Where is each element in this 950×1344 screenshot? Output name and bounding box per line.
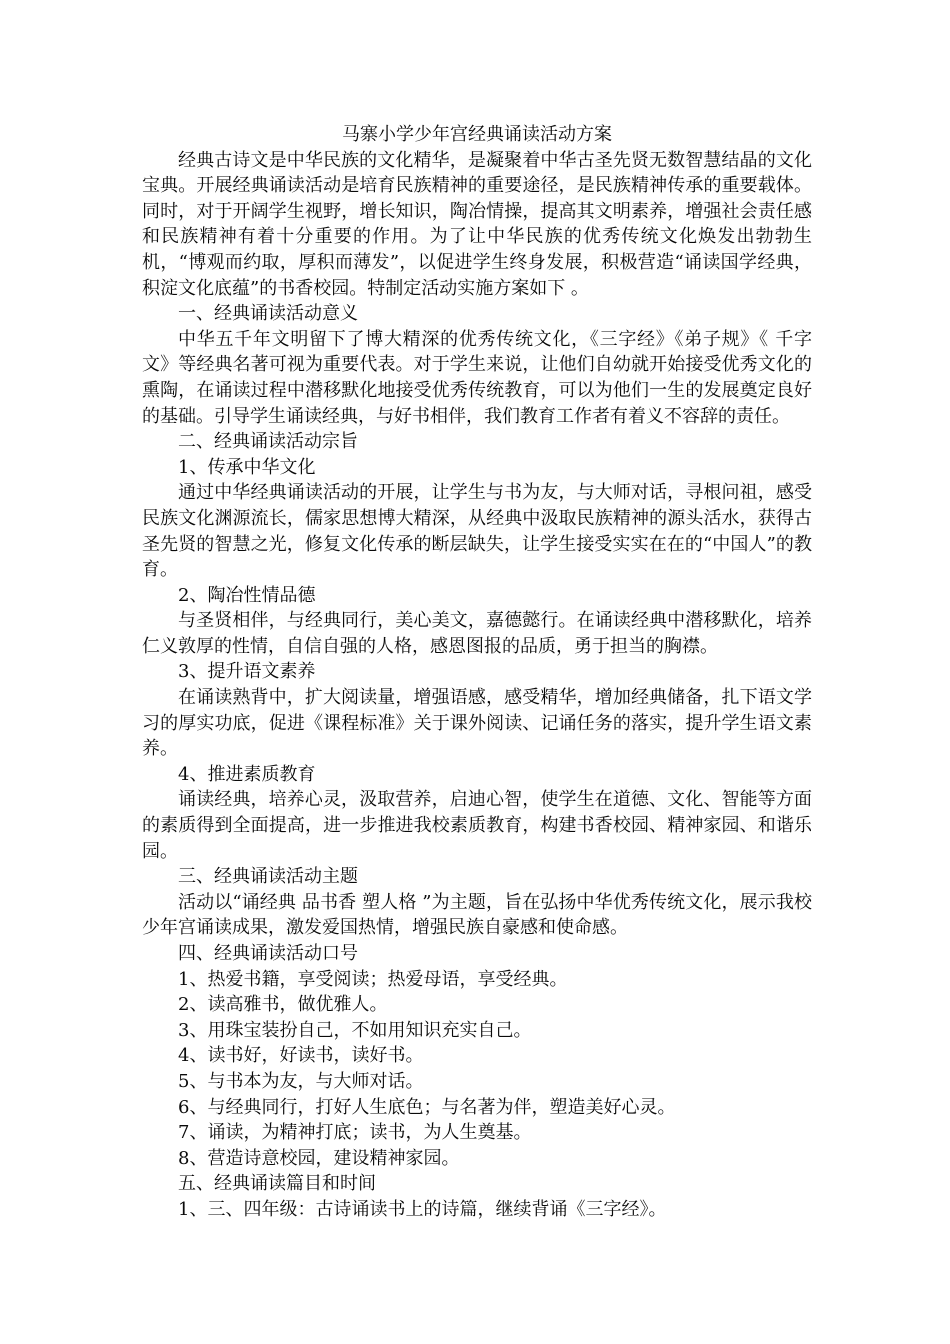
aim-heading-2: 2、陶冶性情品德 xyxy=(178,584,316,606)
slogan-item: 5、与书本为友，与大师对话。 xyxy=(178,1070,424,1092)
section-heading-schedule: 五、经典诵读篇目和时间 xyxy=(178,1173,376,1195)
section-heading-aims: 二、经典诵读活动宗旨 xyxy=(178,431,358,453)
theme-paragraph: 活动以“诵经典 品书香 塑人格 ”为主题，旨在弘扬中华优秀传统文化，展示我校少年宫诵读成果，激发爱国热情，增强民族自豪感和使命感。 xyxy=(142,891,812,939)
slogan-item: 6、与经典同行，打好人生底色；与名著为伴，塑造美好心灵。 xyxy=(178,1096,676,1118)
slogan-item: 1、热爱书籍，享受阅读；热爱母语，享受经典。 xyxy=(178,968,568,990)
aim-paragraph-1: 通过中华经典诵读活动的开展，让学生与书为友，与大师对话，寻根问祖，感受民族文化渊源流长，儒家思想博大精深，从经典中汲取民族精神的源头活水，获得古圣先贤的智慧之光，修复文化传承的断层缺失，让学生接受实实在在的“中国人”的教育。 xyxy=(142,482,812,581)
aim-paragraph-4: 诵读经典，培养心灵，汲取营养，启迪心智，使学生在道德、文化、智能等方面的素质得到全面提高，进一步推进我校素质教育，构建书香校园、精神家园、和谐乐园。 xyxy=(142,789,812,862)
intro-paragraph: 经典古诗文是中华民族的文化精华，是凝聚着中华古圣先贤无数智慧结晶的文化宝典。开展经典诵读活动是培育民族精神的重要途径，是民族精神传承的重要载体。同时，对于开阔学生视野，增长知识，陶冶情操，提高其文明素养，增强社会责任感和民族精神有着十分重要的作用。为了让中华民族的优秀传统文化焕发出勃勃生机，“博观而约取，厚积而薄发”，以促进学生终身发展，积极营造“诵读国学经典，积淀文化底蕴”的书香校园。特制定活动实施方案如下 。 xyxy=(142,149,812,299)
slogan-item: 8、营造诗意校园，建设精神家园。 xyxy=(178,1147,460,1169)
aim-heading-3: 3、提升语文素养 xyxy=(178,661,316,683)
slogan-item: 2、读高雅书，做优雅人。 xyxy=(178,994,388,1016)
aim-paragraph-2: 与圣贤相伴，与经典同行，美心美文，嘉德懿行。在诵读经典中潜移默化，培养仁义敦厚的性情，自信自强的人格，感恩图报的品质，勇于担当的胸襟。 xyxy=(142,610,812,657)
section-heading-theme: 三、经典诵读活动主题 xyxy=(178,866,358,888)
significance-paragraph: 中华五千年文明留下了博大精深的优秀传统文化，《三字经》《弟子规》《 千字文》等经典名著可视为重要代表。对于学生来说，让他们自幼就开始接受优秀文化的熏陶，在诵读过程中潜移默化地接受优秀传统教育，可以为他们一生的发展奠定良好的基础。引导学生诵读经典，与好书相伴，我们教育工作者有着义不容辞的责任。 xyxy=(142,328,812,427)
schedule-item: 1、三、四年级：古诗诵读书上的诗篇，继续背诵《三字经》。 xyxy=(178,1198,667,1220)
section-heading-slogans: 四、经典诵读活动口号 xyxy=(178,943,358,964)
aim-heading-4: 4、推进素质教育 xyxy=(178,763,316,785)
document-body xyxy=(142,122,812,1223)
slogan-item: 7、诵读，为精神打底；读书，为人生奠基。 xyxy=(178,1122,532,1144)
aim-heading-1: 1、传承中华文化 xyxy=(178,456,316,478)
slogan-item: 3、用珠宝装扮自己，不如用知识充实自己。 xyxy=(178,1019,532,1041)
aim-paragraph-3: 在诵读熟背中，扩大阅读量，增强语感，感受精华，增加经典储备，扎下语文学习的厚实功底，促进《课程标准》关于课外阅读、记诵任务的落实，提升学生语文素养。 xyxy=(142,687,812,760)
document-title: 马寨小学少年宫经典诵读活动方案 xyxy=(342,124,612,145)
section-heading-significance: 一、经典诵读活动意义 xyxy=(178,303,358,325)
slogan-item: 4、读书好，好读书，读好书。 xyxy=(178,1045,424,1067)
